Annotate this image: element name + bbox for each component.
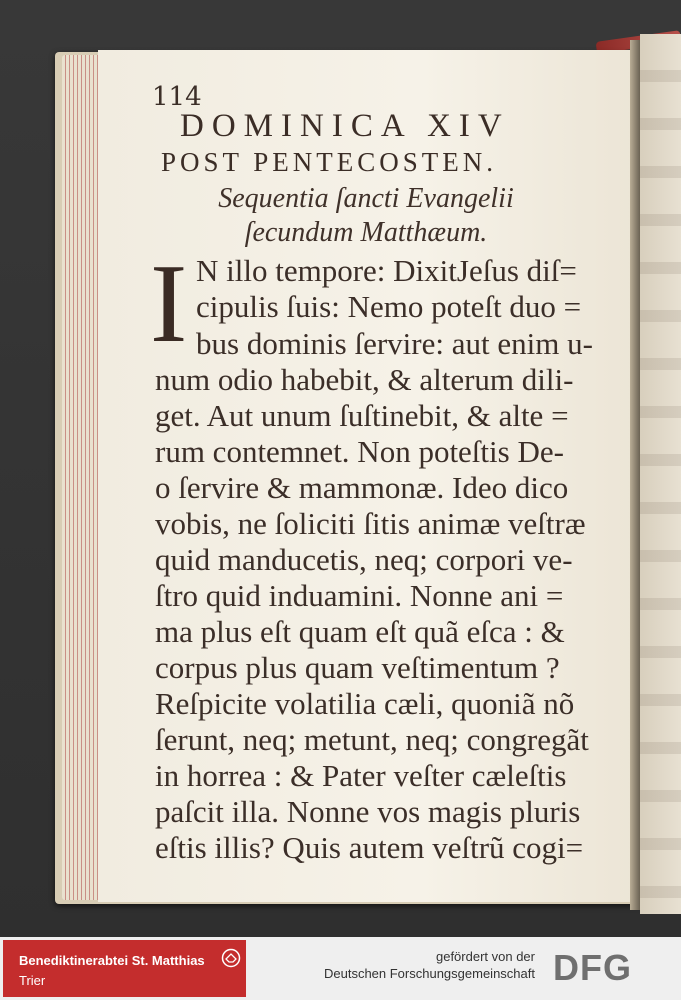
page-number: 114 xyxy=(152,82,202,112)
text-line: vobis, ne ſoliciti ſitis animæ veſtræ xyxy=(155,506,586,541)
bleed-through xyxy=(640,34,681,914)
facing-page xyxy=(640,34,681,914)
heading-title: DOMINICA XIV xyxy=(180,108,510,144)
text-line: N illo tempore: DixitJeſus diſ= xyxy=(196,253,577,288)
institution-name: Benediktinerabtei St. Matthias xyxy=(19,953,205,968)
text-line: rum contemnet. Non poteſtis De- xyxy=(155,434,564,469)
text-line: Reſpicite volatilia cæli, quoniã nõ xyxy=(155,686,575,721)
text-line: corpus plus quam veſtimentum ? xyxy=(155,650,560,685)
text-line: ma plus eſt quam eſt quã eſca : & xyxy=(155,614,565,649)
text-line: num odio habebit, & alterum dili- xyxy=(155,362,574,397)
text-line: quid manducetis, neq; corpori ve- xyxy=(155,542,573,577)
dfg-logo[interactable]: DFG xyxy=(553,947,632,988)
text-line: eſtis illis? Quis autem veſtrũ cogi= xyxy=(155,830,584,865)
text-line: ſtro quid induamini. Nonne ani = xyxy=(155,578,564,613)
text-line: ſerunt, neq; metunt, neq; congregãt xyxy=(155,722,589,757)
institution-city: Trier xyxy=(19,973,46,988)
text-line: o ſervire & mammonæ. Ideo dico xyxy=(155,470,569,505)
text-line: paſcit illa. Nonne vos magis pluris xyxy=(155,794,581,829)
text-line: get. Aut unum ſuſtinebit, & alte = xyxy=(155,398,569,433)
text-line: cipulis ſuis: Nemo poteſt duo = xyxy=(196,289,582,324)
page-edges xyxy=(62,55,98,900)
institution-badge[interactable] xyxy=(3,940,246,997)
gospel-subtitle: Sequentia ſancti Evangelii ſecundum Matthæum. xyxy=(218,183,514,248)
footer-bar xyxy=(0,937,681,1000)
drop-cap: I xyxy=(150,242,188,366)
funding-line-1: gefördert von der xyxy=(435,949,535,964)
institution-logo-icon xyxy=(221,948,241,968)
funding-line-2: Deutschen Forschungsgemeinschaft xyxy=(323,966,535,981)
funding-note xyxy=(324,948,535,982)
heading-subtitle: POST PENTECOSTEN. xyxy=(161,147,498,177)
text-line: in horrea : & Pater veſter cæleſtis xyxy=(155,758,567,793)
text-line: bus dominis ſervire: aut enim u- xyxy=(196,326,593,361)
